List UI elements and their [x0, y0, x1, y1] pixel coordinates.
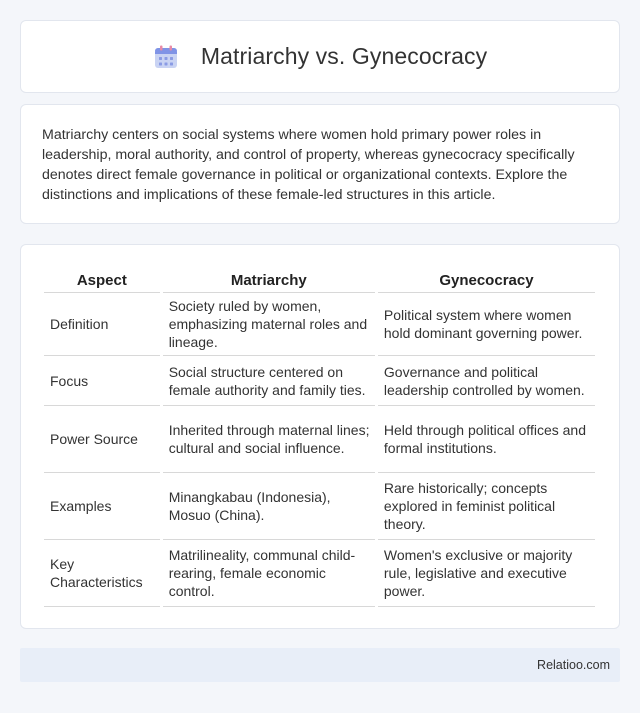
- intro-card: [20, 104, 620, 224]
- footer-bar: [20, 648, 620, 682]
- row-aspect: Examples: [44, 473, 160, 540]
- table-header-row: [44, 263, 595, 293]
- intro-paragraph: Matriarchy centers on social systems where women hold primary power roles in leadership, moral authority, and control of property, whereas gynecocracy specifically denotes direct female governance in political or organizational contexts. Explore the distinctions and implications of these female-led structures in this article.: [42, 127, 575, 203]
- comparison-card: [20, 244, 620, 629]
- table-row: [44, 473, 595, 540]
- row-aspect: Definition: [44, 293, 160, 356]
- header-aspect: Aspect: [44, 263, 160, 293]
- title-wrap: [153, 43, 487, 70]
- row-matriarchy: Society ruled by women, emphasizing maternal roles and lineage.: [163, 293, 375, 356]
- row-aspect: Power Source: [44, 406, 160, 473]
- table-row: [44, 540, 595, 607]
- row-gynecocracy: Held through political offices and formal institutions.: [378, 406, 595, 473]
- row-matriarchy: Social structure centered on female authority and family ties.: [163, 356, 375, 406]
- row-gynecocracy: Women's exclusive or majority rule, legislative and executive power.: [378, 540, 595, 607]
- calendar-icon: [153, 44, 179, 70]
- row-gynecocracy: Rare historically; concepts explored in feminist political theory.: [378, 473, 595, 540]
- comparison-table: [41, 263, 598, 607]
- row-aspect: Key Characteristics: [44, 540, 160, 607]
- page-title: Matriarchy vs. Gynecocracy: [200, 43, 488, 69]
- row-matriarchy: Minangkabau (Indonesia), Mosuo (China).: [163, 473, 375, 540]
- row-matriarchy: Inherited through maternal lines; cultural and social influence.: [163, 406, 375, 473]
- footer-brand: Relatioo.com: [537, 658, 610, 672]
- header-gynecocracy: Gynecocracy: [378, 263, 595, 293]
- header-matriarchy: Matriarchy: [163, 263, 375, 293]
- table-row: [44, 406, 595, 473]
- row-matriarchy: Matrilineality, communal child-rearing, female economic control.: [163, 540, 375, 607]
- title-card: [20, 20, 620, 93]
- row-gynecocracy: Political system where women hold dominant governing power.: [378, 293, 595, 356]
- row-gynecocracy: Governance and political leadership controlled by women.: [378, 356, 595, 406]
- row-aspect: Focus: [44, 356, 160, 406]
- table-row: [44, 293, 595, 356]
- table-row: [44, 356, 595, 406]
